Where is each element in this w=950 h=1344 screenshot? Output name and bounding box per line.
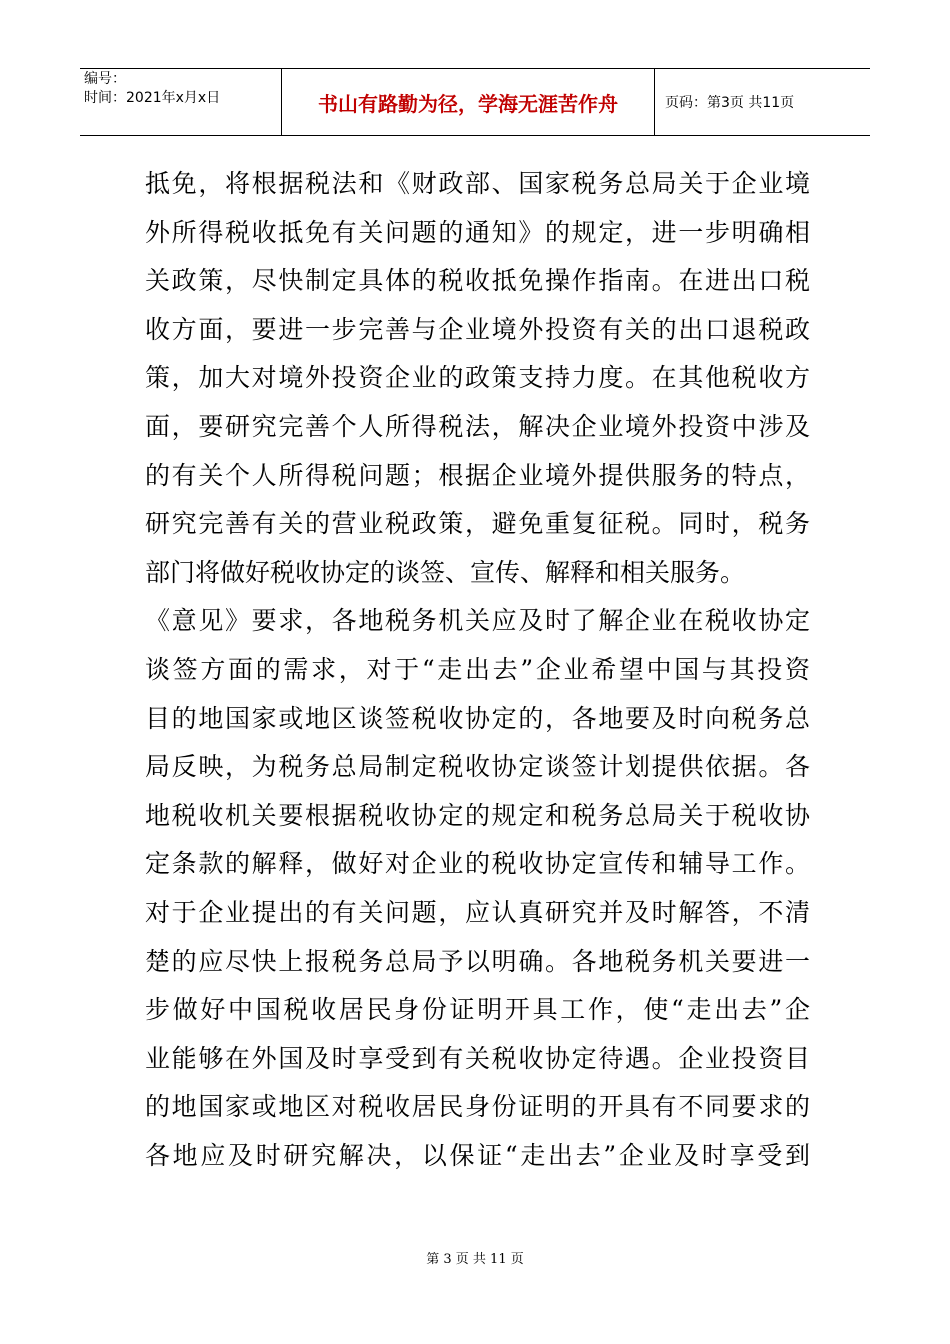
body-line: 面，要研究完善个人所得税法，解决企业境外投资中涉及 — [145, 411, 810, 441]
body-line: 地税收机关要根据税收协定的规定和税务总局关于税收协 — [145, 800, 810, 830]
body-line: 对于企业提出的有关问题，应认真研究并及时解答，不清 — [145, 897, 810, 927]
body-line: 的地国家或地区对税收居民身份证明的开具有不同要求的 — [145, 1092, 810, 1122]
body-line: 的有关个人所得税问题；根据企业境外提供服务的特点， — [145, 460, 810, 490]
header-page-info: 页码：第3页 共11页 — [665, 95, 795, 111]
body-line: 业能够在外国及时享受到有关税收协定待遇。企业投资目 — [145, 1043, 810, 1073]
page-header — [80, 68, 870, 136]
page-footer: 第 3 页 共 11 页 — [426, 1252, 524, 1267]
body-line: 局反映，为税务总局制定税收协定谈签计划提供依据。各 — [145, 752, 810, 782]
document-number-label: 编号： — [84, 71, 126, 87]
body-line: 各地应及时研究解决，以保证“走出去”企业及时享受到 — [145, 1140, 810, 1170]
body-line: 外所得税收抵免有关问题的通知》的规定，进一步明确相 — [145, 217, 810, 247]
body-line: 定条款的解释，做好对企业的税收协定宣传和辅导工作。 — [145, 849, 810, 879]
body-line: 收方面，要进一步完善与企业境外投资有关的出口退税政 — [145, 314, 810, 344]
body-line: 《意见》要求，各地税务机关应及时了解企业在税收协定 — [145, 606, 810, 636]
body-line: 楚的应尽快上报税务总局予以明确。各地税务机关要进一 — [145, 946, 810, 976]
body-line: 策，加大对境外投资企业的政策支持力度。在其他税收方 — [145, 363, 810, 393]
body-line: 目的地国家或地区谈签税收协定的，各地要及时向税务总 — [145, 703, 810, 733]
document-body — [145, 160, 810, 1180]
body-line: 步做好中国税收居民身份证明开具工作，使“走出去”企 — [145, 995, 810, 1025]
document-time-label: 时间：2021年x月x日 — [84, 90, 221, 106]
header-meta — [80, 69, 281, 135]
body-line: 谈签方面的需求，对于“走出去”企业希望中国与其投资 — [145, 654, 810, 684]
body-line: 部门将做好税收协定的谈签、宣传、解释和相关服务。 — [145, 557, 746, 587]
body-line: 抵免，将根据税法和《财政部、国家税务总局关于企业境 — [145, 169, 810, 198]
body-line: 研究完善有关的营业税政策，避免重复征税。同时，税务 — [145, 509, 810, 539]
body-line: 关政策，尽快制定具体的税收抵免操作指南。在进出口税 — [145, 266, 810, 296]
header-motto: 书山有路勤为径，学海无涯苦作舟 — [281, 69, 655, 135]
